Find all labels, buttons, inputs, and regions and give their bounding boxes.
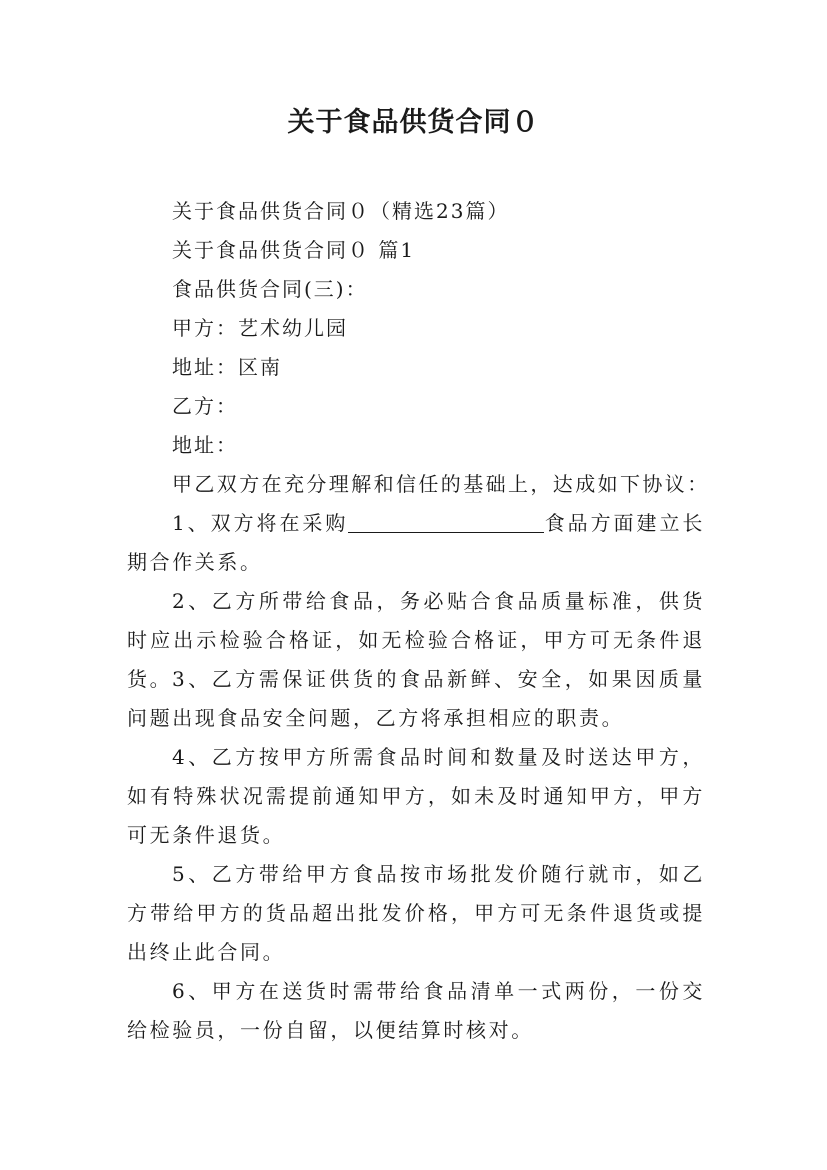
party-b-line: 乙方： bbox=[172, 394, 238, 418]
party-a-line: 甲方：艺术幼儿园 bbox=[172, 316, 348, 340]
party-b-address-line: 地址： bbox=[172, 433, 238, 457]
clause-1 bbox=[127, 504, 705, 582]
clause-3: 3、乙方需保证供货的食品新鲜、安全，如果因质量问题出现食品安全问题，乙方将承担相应的职责。 bbox=[127, 667, 705, 730]
clause-1-lead: 1、双方将在采购 bbox=[172, 511, 349, 535]
document-title: 关于食品供货合同０ bbox=[287, 107, 540, 138]
contract-heading: 食品供货合同(三)： bbox=[172, 277, 368, 301]
clause-1-tail: 食品方面建立长期合作关系。 bbox=[127, 511, 706, 574]
fill-in-blank bbox=[348, 512, 544, 533]
party-a-address-line: 地址：区南 bbox=[172, 355, 282, 379]
agreement-intro: 甲乙双方在充分理解和信任的基础上，达成如下协议： bbox=[172, 472, 710, 496]
clause-5: 5、乙方带给甲方食品按市场批发价随行就市，如乙方带给甲方的货品超出批发价格，甲方可无条件退货或提出终止此合同。 bbox=[127, 862, 705, 964]
section-heading: 关于食品供货合同０ 篇1 bbox=[172, 238, 416, 262]
clause-6: 6、甲方在送货时需带给食品清单一式两份，一份交给检验员，一份自留，以便结算时核对。 bbox=[127, 979, 705, 1042]
subtitle-line: 关于食品供货合同０（精选23篇） bbox=[172, 199, 510, 223]
clause-4: 4、乙方按甲方所需食品时间和数量及时送达甲方，如有特殊状况需提前通知甲方，如未及时通知甲方，甲方可无条件退货。 bbox=[127, 745, 705, 847]
clause-2: 2、乙方所带给食品，务必贴合食品质量标准，供货时应出示检验合格证，如无检验合格证，甲方可无条件退货。 bbox=[127, 589, 705, 691]
